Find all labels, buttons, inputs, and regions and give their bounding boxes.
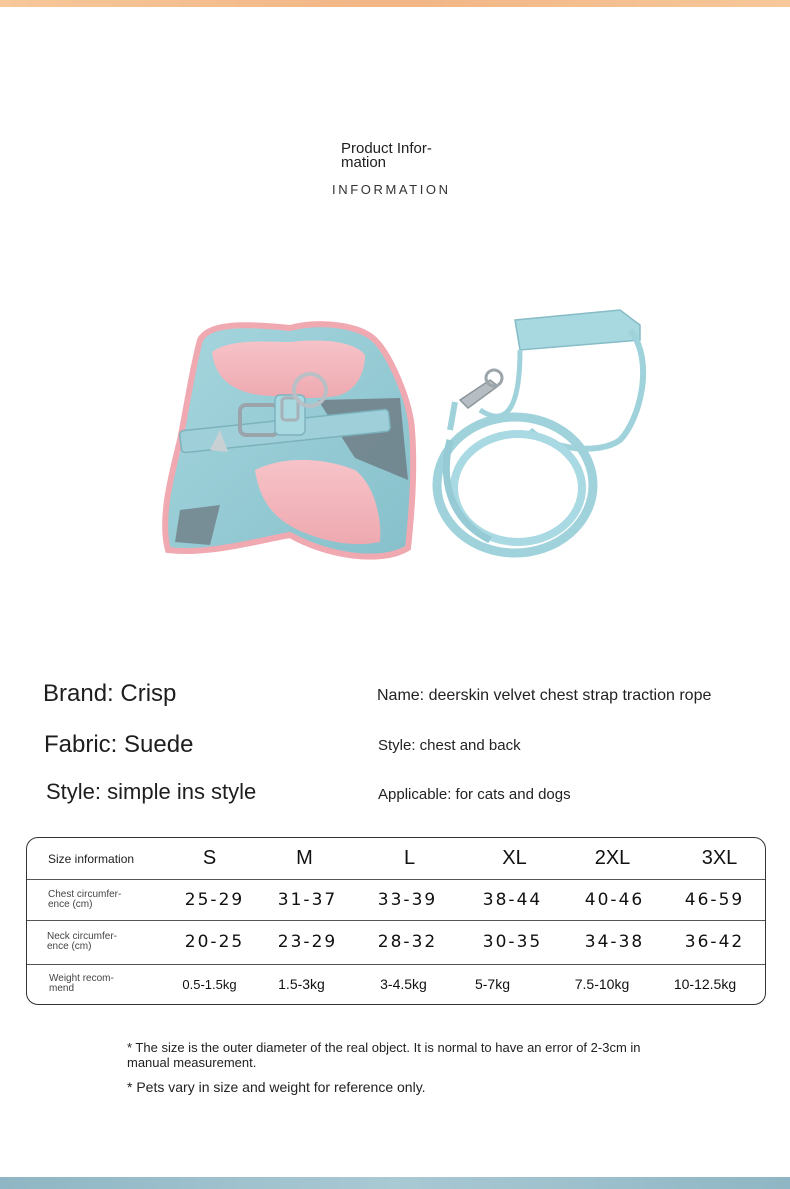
reference-note: * Pets vary in size and weight for reference only. xyxy=(127,1079,426,1095)
table-row xyxy=(27,920,765,965)
leash xyxy=(437,310,643,553)
table-cell: 38-44 xyxy=(482,889,543,910)
spec-fabric: Fabric: Suede xyxy=(44,731,194,758)
table-cell: 20-25 xyxy=(184,932,245,952)
size-heading: L xyxy=(403,847,416,869)
row-label-neck: Neck circumfer- ence (cm) xyxy=(47,931,118,952)
spec-applicable: Applicable: for cats and dogs xyxy=(378,786,571,803)
table-cell: 10-12.5kg xyxy=(673,976,737,992)
spec-name: Name: deerskin velvet chest strap traction rope xyxy=(377,687,712,704)
row-label-weight: Weight recom- mend xyxy=(49,973,114,994)
table-cell: 30-35 xyxy=(482,932,543,952)
size-heading: S xyxy=(202,847,217,869)
table-cell: 36-42 xyxy=(684,932,745,952)
table-cell: 46-59 xyxy=(684,889,745,910)
table-cell: 33-39 xyxy=(377,889,438,910)
table-cell: 7.5-10kg xyxy=(574,976,630,992)
table-cell: 31-37 xyxy=(277,889,338,910)
harness-and-leash-photo xyxy=(150,280,670,590)
table-cell: 28-32 xyxy=(377,932,438,952)
section-subtitle: INFORMATION xyxy=(332,182,451,197)
top-accent-bar xyxy=(0,0,790,7)
table-row xyxy=(27,964,765,1004)
table-cell: 34-38 xyxy=(584,932,645,952)
row-label-chest: Chest circumfer- ence (cm) xyxy=(48,888,122,910)
size-information-label: Size information xyxy=(48,851,135,866)
size-heading: 3XL xyxy=(701,847,738,869)
table-cell: 25-29 xyxy=(184,889,245,910)
table-cell: 23-29 xyxy=(277,932,338,952)
table-cell: 40-46 xyxy=(584,889,645,910)
size-note: * The size is the outer diameter of the real object. It is normal to have an error of 2-3cm in manual measurement. xyxy=(127,1040,641,1070)
size-heading: M xyxy=(296,847,313,869)
table-cell: 0.5-1.5kg xyxy=(182,976,237,992)
spec-brand: Brand: Crisp xyxy=(43,680,177,707)
bottom-accent-bar xyxy=(0,1177,790,1189)
table-cell: 5-7kg xyxy=(474,976,511,992)
size-table xyxy=(26,837,766,1005)
size-heading: XL xyxy=(502,847,527,869)
size-heading: 2XL xyxy=(594,847,631,869)
table-row xyxy=(27,879,765,921)
spec-style-main: Style: simple ins style xyxy=(46,779,257,804)
table-cell: 1.5-3kg xyxy=(278,976,325,992)
section-title: Product Infor- mation xyxy=(341,140,432,171)
harness xyxy=(165,324,413,556)
table-cell: 3-4.5kg xyxy=(380,976,427,992)
spec-style-detail: Style: chest and back xyxy=(378,737,521,754)
size-table-header-row xyxy=(27,838,765,880)
